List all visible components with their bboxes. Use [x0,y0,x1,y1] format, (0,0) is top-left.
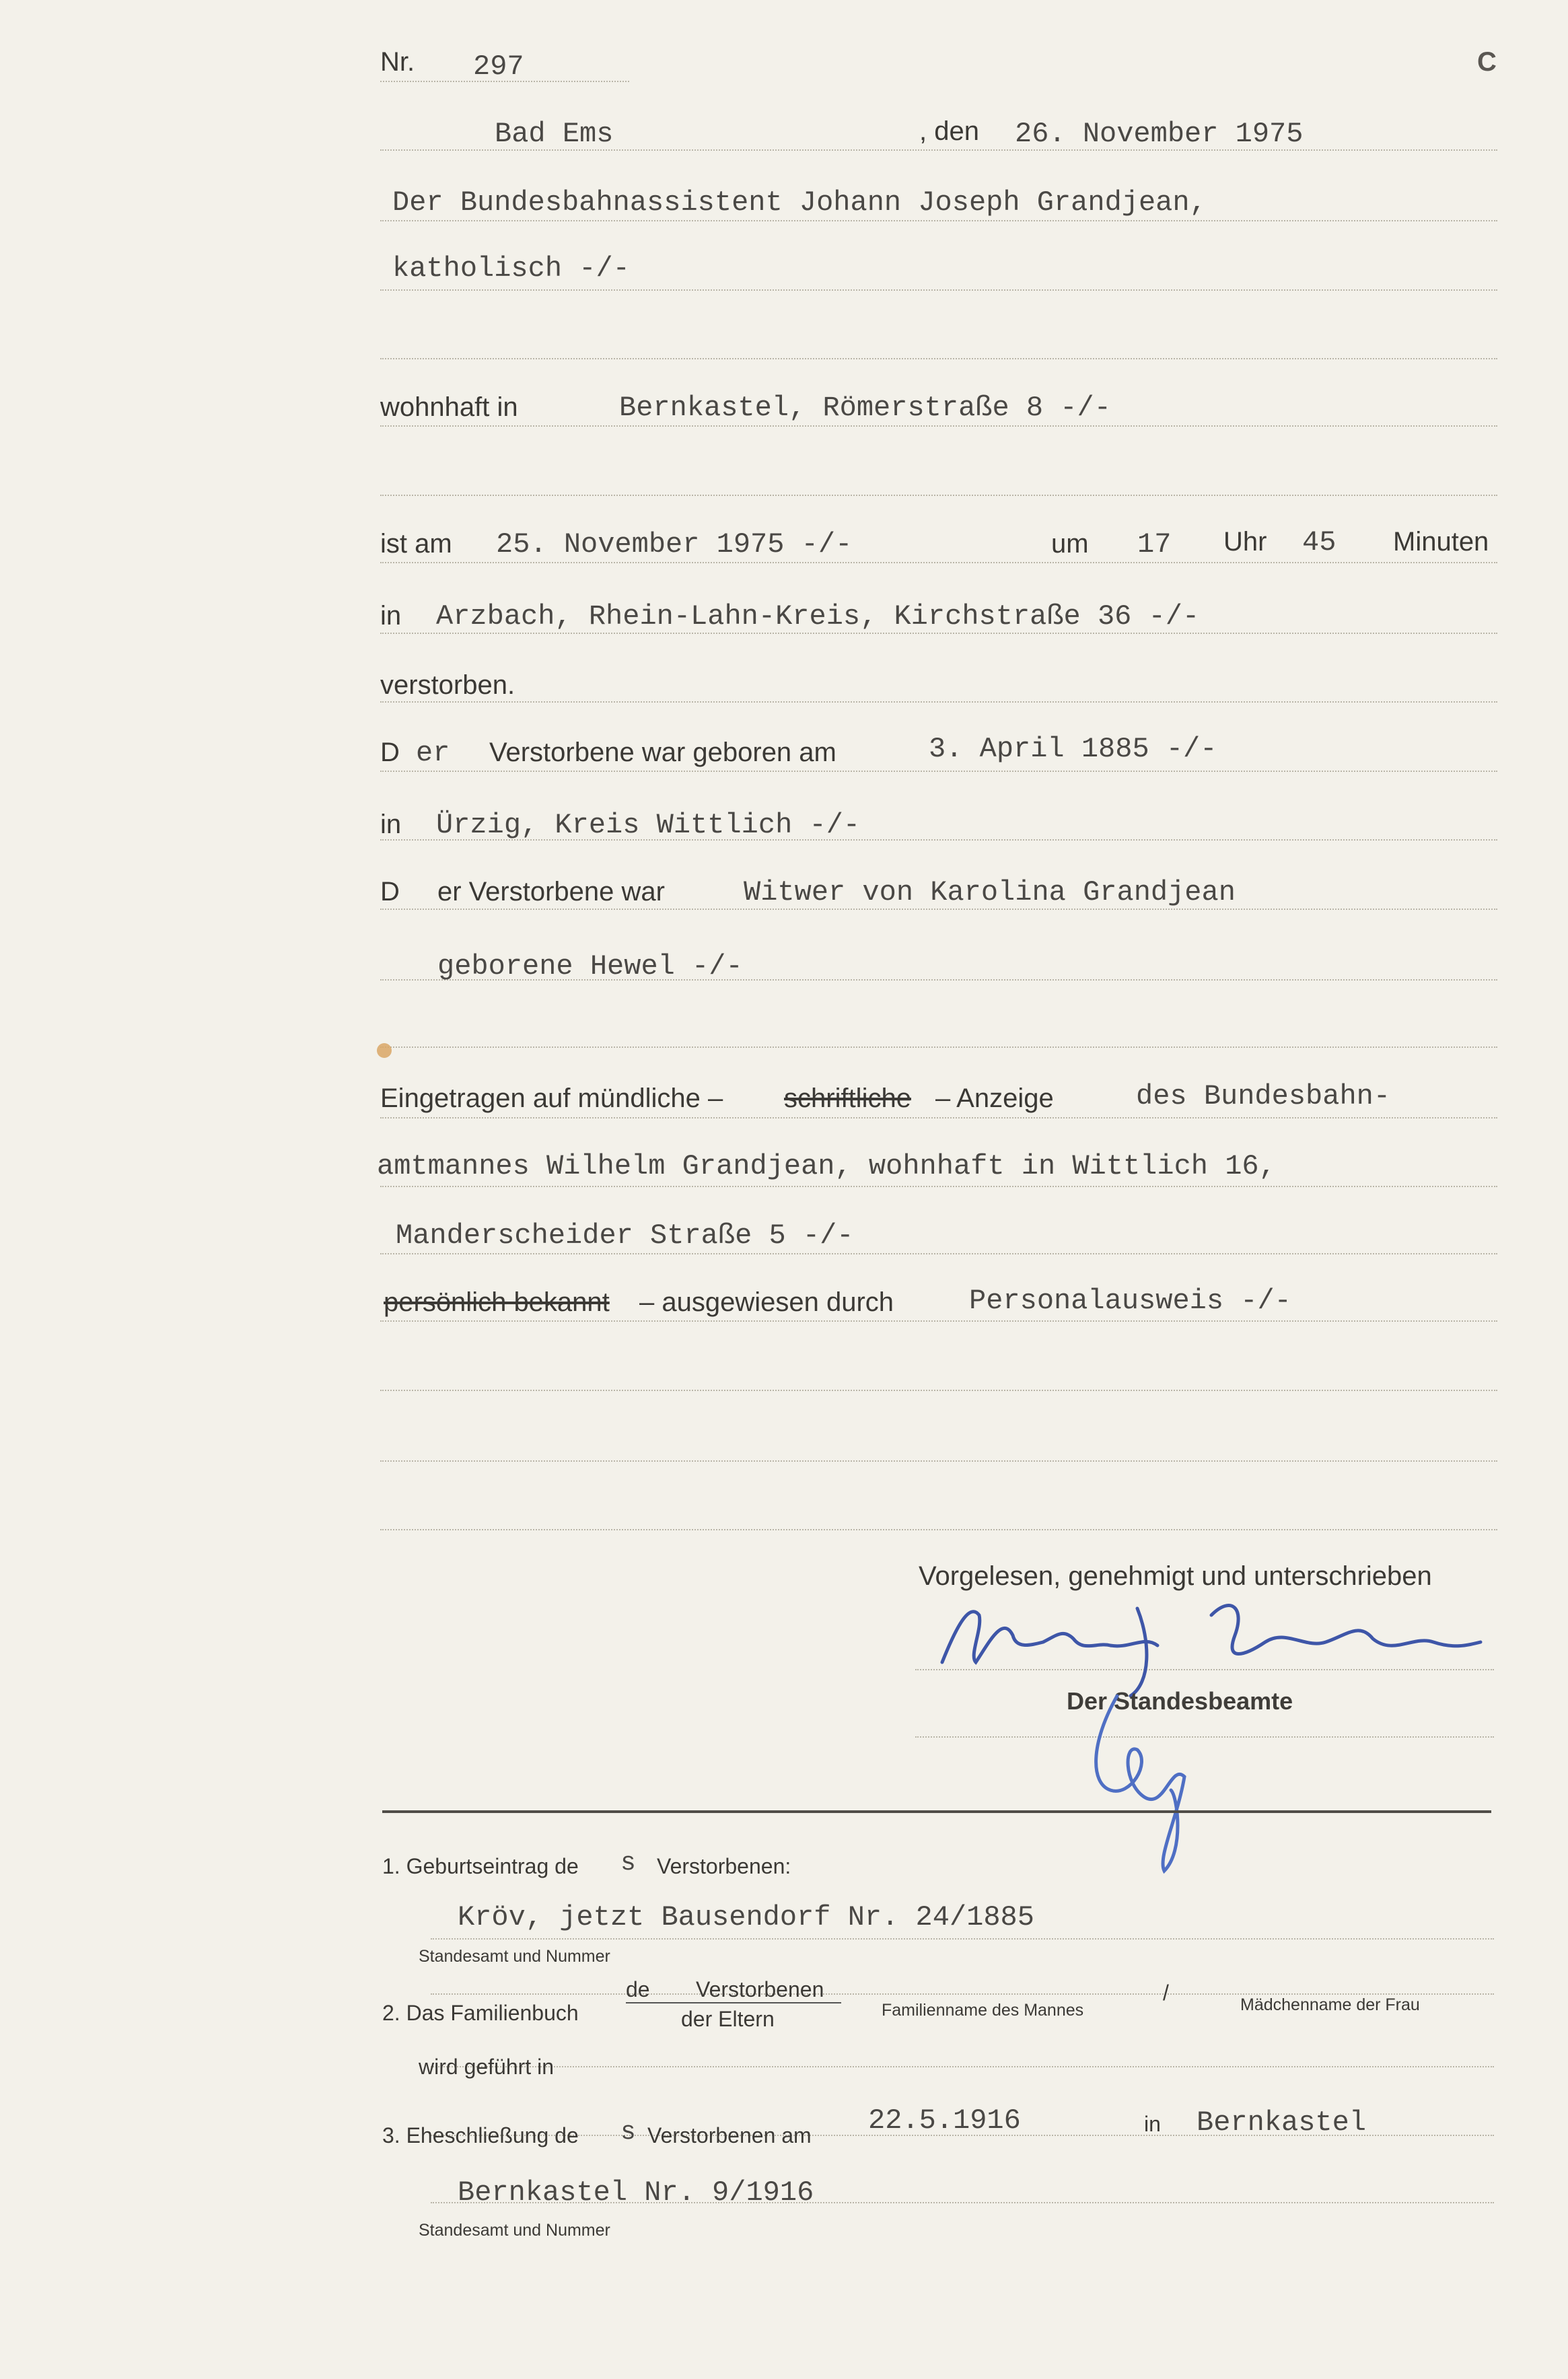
anzeige-label: – Anzeige [935,1084,1054,1113]
informant-signature [929,1588,1494,1696]
marital-line-1: Witwer von Karolina Grandjean [744,876,1236,909]
geboren-label: Verstorbene war geboren am [489,738,836,767]
rule-8 [380,633,1497,634]
wird-gefuehrt: wird geführt in [419,2055,554,2079]
verstorben-label: verstorben. [380,670,515,700]
standesbeamte-label: Der Standesbeamte [1067,1687,1293,1715]
vorgelesen-label: Vorgelesen, genehmigt und unterschrieben [919,1561,1432,1591]
person-line-2: katholisch -/- [392,252,630,285]
rule-20 [380,1460,1497,1462]
rule-2 [380,220,1497,221]
war-label: er Verstorbene war [437,877,665,907]
item2-label: 2. Das Familienbuch [382,2001,579,2025]
er-suffix-1: er [416,737,450,769]
corner-letter: C [1477,47,1497,77]
place: Bad Ems [495,118,614,150]
birth-place: Ürzig, Kreis Wittlich -/- [436,809,861,841]
rule-17 [380,1253,1497,1254]
item2-verstorbenen: Verstorbenen [696,1977,824,2001]
standesamt-label-2: Standesamt und Nummer [419,2221,610,2240]
rule-9 [380,701,1497,703]
d-label-2: D [380,877,400,907]
item1-label: 1. Geburtseintrag de [382,1854,579,1878]
item3-label: 3. Eheschließung de [382,2123,579,2147]
fraction-rule [626,2002,841,2003]
record-date: 26. November 1975 [1015,118,1304,150]
rule-foot-3 [431,2066,1494,2067]
rule-19 [380,1390,1497,1391]
anzeige-value: des Bundesbahn- [1136,1080,1391,1112]
item3-date: 22.5.1916 [868,2104,1021,2137]
rule-14 [380,1046,1497,1048]
rule-4 [380,358,1497,359]
schriftliche-struck: schriftliche [784,1084,911,1113]
item2-de: de [626,1977,650,2001]
nr-value: 297 [473,50,524,83]
familienname-mann: Familienname des Mannes [882,2001,1084,2020]
item3-value: Bernkastel Nr. 9/1916 [458,2176,814,2209]
person-line-1: Der Bundesbahnassistent Johann Joseph Grandjean, [392,186,1207,219]
item1-suffix: Verstorbenen: [657,1854,791,1878]
item1-s: s [620,1849,636,1878]
birth-date: 3. April 1885 -/- [929,733,1217,765]
rule-16 [380,1186,1497,1187]
registration-line-3: Manderscheider Straße 5 -/- [396,1219,854,1252]
rule-12 [380,909,1497,910]
rule-15 [380,1117,1497,1119]
death-hour: 17 [1137,528,1172,561]
rule-18 [380,1320,1497,1322]
rule-foot-1 [431,1938,1494,1940]
death-date: 25. November 1975 -/- [496,528,853,561]
death-place: Arzbach, Rhein-Lahn-Kreis, Kirchstraße 36 -/- [436,600,1200,633]
maedchenname: Mädchenname der Frau [1240,1995,1420,2014]
nr-label: Nr. [380,47,415,77]
marital-line-2: geborene Hewel -/- [437,950,743,983]
in-label-2: in [380,810,402,839]
um-label: um [1051,529,1089,559]
registrar-signature-icon [1077,1682,1211,1884]
ist-am-label: ist am [380,529,452,559]
ink-dot [377,1043,392,1058]
item3-place: Bernkastel [1197,2106,1367,2139]
persoenlich-struck: persönlich bekannt [384,1287,610,1317]
rule-6 [380,495,1497,496]
den-label: , den [919,116,979,146]
death-minute: 45 [1302,526,1337,559]
item3-s: s [620,2118,636,2147]
wohnhaft-label: wohnhaft in [380,392,518,422]
rule-21 [380,1529,1497,1530]
ausgewiesen-value: Personalausweis -/- [969,1285,1291,1317]
slash: / [1163,1981,1169,2005]
registration-line-2: amtmannes Wilhelm Grandjean, wohnhaft in Wittlich 16, [377,1150,1276,1182]
eingetragen-label: Eingetragen auf mündliche – [380,1084,723,1113]
minuten-label: Minuten [1393,527,1489,557]
rule-foot-2 [431,1993,1494,1995]
item3-suffix: Verstorbenen am [647,2123,812,2147]
section-divider [382,1810,1491,1813]
rule-7 [380,562,1497,563]
item3-in: in [1144,2112,1161,2136]
item2-eltern: der Eltern [681,2007,775,2031]
uhr-label: Uhr [1223,527,1267,557]
ausgewiesen-label: – ausgewiesen durch [639,1287,894,1317]
rule-3 [380,289,1497,291]
item1-value: Kröv, jetzt Bausendorf Nr. 24/1885 [458,1901,1034,1933]
rule-10 [380,771,1497,772]
standesamt-label-1: Standesamt und Nummer [419,1947,610,1966]
rule-5 [380,425,1497,427]
wohnhaft-value: Bernkastel, Römerstraße 8 -/- [619,392,1111,424]
in-label-1: in [380,601,402,631]
d-label-1: D [380,738,400,767]
